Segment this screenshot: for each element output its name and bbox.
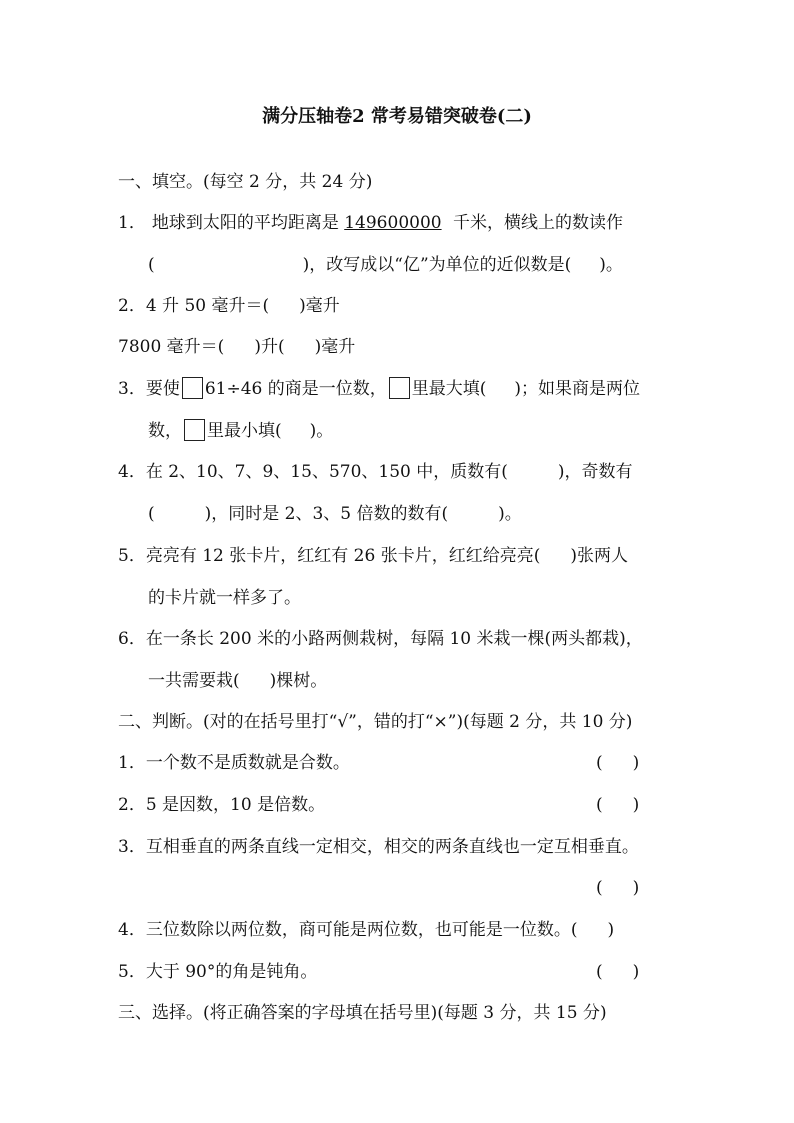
q4-text-a: 在 2、10、7、9、15、570、150 中，质数有( xyxy=(145,462,508,482)
judge-3-text: 互相垂直的两条直线一定相交，相交的两条直线也一定互相垂直。 xyxy=(145,837,639,857)
judge-2-text: 5 是因数，10 是倍数。 xyxy=(145,795,326,815)
q3-text-d: )；如果商是两位 xyxy=(514,379,641,399)
q6-text-a: 在一条长 200 米的小路两侧栽树，每隔 10 米栽一棵(两头都栽)， xyxy=(145,629,643,649)
q4-text-c: ( xyxy=(148,504,155,524)
judge-1-number: 1． xyxy=(118,753,146,773)
paren-open: ( xyxy=(596,878,603,898)
section-1-heading: 一、填空。(每空 2 分，共 24 分) xyxy=(118,172,373,192)
paren-close: ) xyxy=(632,878,640,898)
section-3-heading: 三、选择。(将正确答案的字母填在括号里)(每题 3 分，共 15 分) xyxy=(118,1003,607,1023)
q2-text-c: 7800 毫升＝( xyxy=(118,337,225,357)
judge-item-4 xyxy=(118,919,614,941)
paren-close: ) xyxy=(632,795,640,815)
q4-line-1 xyxy=(118,461,633,483)
paren-close: ) xyxy=(607,920,615,940)
q3-text-f: 里最小填( xyxy=(207,421,282,441)
q4-number: 4． xyxy=(118,462,146,482)
q3-box-2[interactable] xyxy=(389,377,410,399)
q3-text-e: 数， xyxy=(148,421,182,441)
judge-item-2 xyxy=(118,794,325,816)
paren-open: ( xyxy=(596,795,603,815)
q2-text-a: 4 升 50 毫升＝( xyxy=(145,296,270,316)
q3-text-g: )。 xyxy=(309,421,334,441)
judge-3-answer[interactable] xyxy=(596,877,639,899)
q3-text-a: 要使 xyxy=(145,379,180,399)
paren-close: ) xyxy=(632,962,640,982)
judge-item-1 xyxy=(118,752,350,774)
q1-distance-value: 149600000 xyxy=(344,213,442,233)
judge-1-answer[interactable] xyxy=(596,752,639,774)
judge-2-answer[interactable] xyxy=(596,794,639,816)
judge-item-5 xyxy=(118,961,317,983)
q3-text-c: 里最大填( xyxy=(411,379,487,399)
q3-text-b: 61÷46 的商是一位数， xyxy=(204,379,387,399)
judge-2-number: 2． xyxy=(118,795,146,815)
judge-5-text: 大于 90°的角是钝角。 xyxy=(145,962,318,982)
q2-number: 2． xyxy=(118,296,146,316)
q2-line-2 xyxy=(118,336,355,358)
q6-line-2 xyxy=(148,670,327,692)
q5-text-b: )张两人 xyxy=(570,546,628,566)
q5-line-2: 的卡片就一样多了。 xyxy=(148,588,301,608)
q1-text-e: )。 xyxy=(599,255,623,275)
paren-open: ( xyxy=(596,962,603,982)
q3-number: 3． xyxy=(118,379,146,399)
q4-text-e: )。 xyxy=(498,504,522,524)
judge-5-number: 5． xyxy=(118,962,146,982)
judge-4-number: 4． xyxy=(118,920,146,940)
q1-blank-1-open: ( xyxy=(148,255,155,275)
q3-box-1[interactable] xyxy=(182,377,203,399)
judge-3-number: 3． xyxy=(118,837,146,857)
q1-number: 1． xyxy=(118,213,146,233)
q1-line-2 xyxy=(148,254,623,276)
q1-text-d: )，改写成以“亿”为单位的近似数是( xyxy=(302,255,572,275)
q2-text-d: )升( xyxy=(254,337,285,357)
q3-line-2 xyxy=(148,419,333,442)
q1-text-a: 地球到太阳的平均距离是 xyxy=(151,213,345,233)
q5-line-1 xyxy=(118,545,628,567)
paren-close: ) xyxy=(632,753,640,773)
section-2-heading: 二、判断。(对的在括号里打“√”，错的打“×”)(每题 2 分，共 10 分) xyxy=(118,712,633,732)
q4-line-2 xyxy=(148,503,522,525)
q3-box-3[interactable] xyxy=(184,419,205,441)
judge-5-answer[interactable] xyxy=(596,961,639,983)
q4-text-b: )，奇数有 xyxy=(557,462,633,482)
q4-text-d: )，同时是 2、3、5 倍数的数有( xyxy=(204,504,449,524)
q2-line-1 xyxy=(118,295,340,317)
q3-line-1 xyxy=(118,377,640,400)
q5-text-a: 亮亮有 12 张卡片，红红有 26 张卡片，红红给亮亮( xyxy=(145,546,541,566)
q6-text-c: )棵树。 xyxy=(269,671,328,691)
q6-text-b: 一共需要栽( xyxy=(148,671,240,691)
q6-line-1 xyxy=(118,628,643,650)
judge-4-text: 三位数除以两位数，商可能是两位数，也可能是一位数。 xyxy=(145,920,571,940)
paren-open: ( xyxy=(596,753,603,773)
judge-1-text: 一个数不是质数就是合数。 xyxy=(145,753,350,773)
q2-text-b: )毫升 xyxy=(299,296,340,316)
judge-item-3 xyxy=(118,836,639,858)
q1-text-b: 千米，横线上的数读作 xyxy=(447,213,623,233)
q5-number: 5． xyxy=(118,546,146,566)
q2-text-e: )毫升 xyxy=(314,337,356,357)
page-title: 满分压轴卷2 常考易错突破卷(二) xyxy=(262,106,532,127)
q1-line-1 xyxy=(118,212,623,234)
q6-number: 6． xyxy=(118,629,146,649)
paren-open: ( xyxy=(570,920,578,940)
